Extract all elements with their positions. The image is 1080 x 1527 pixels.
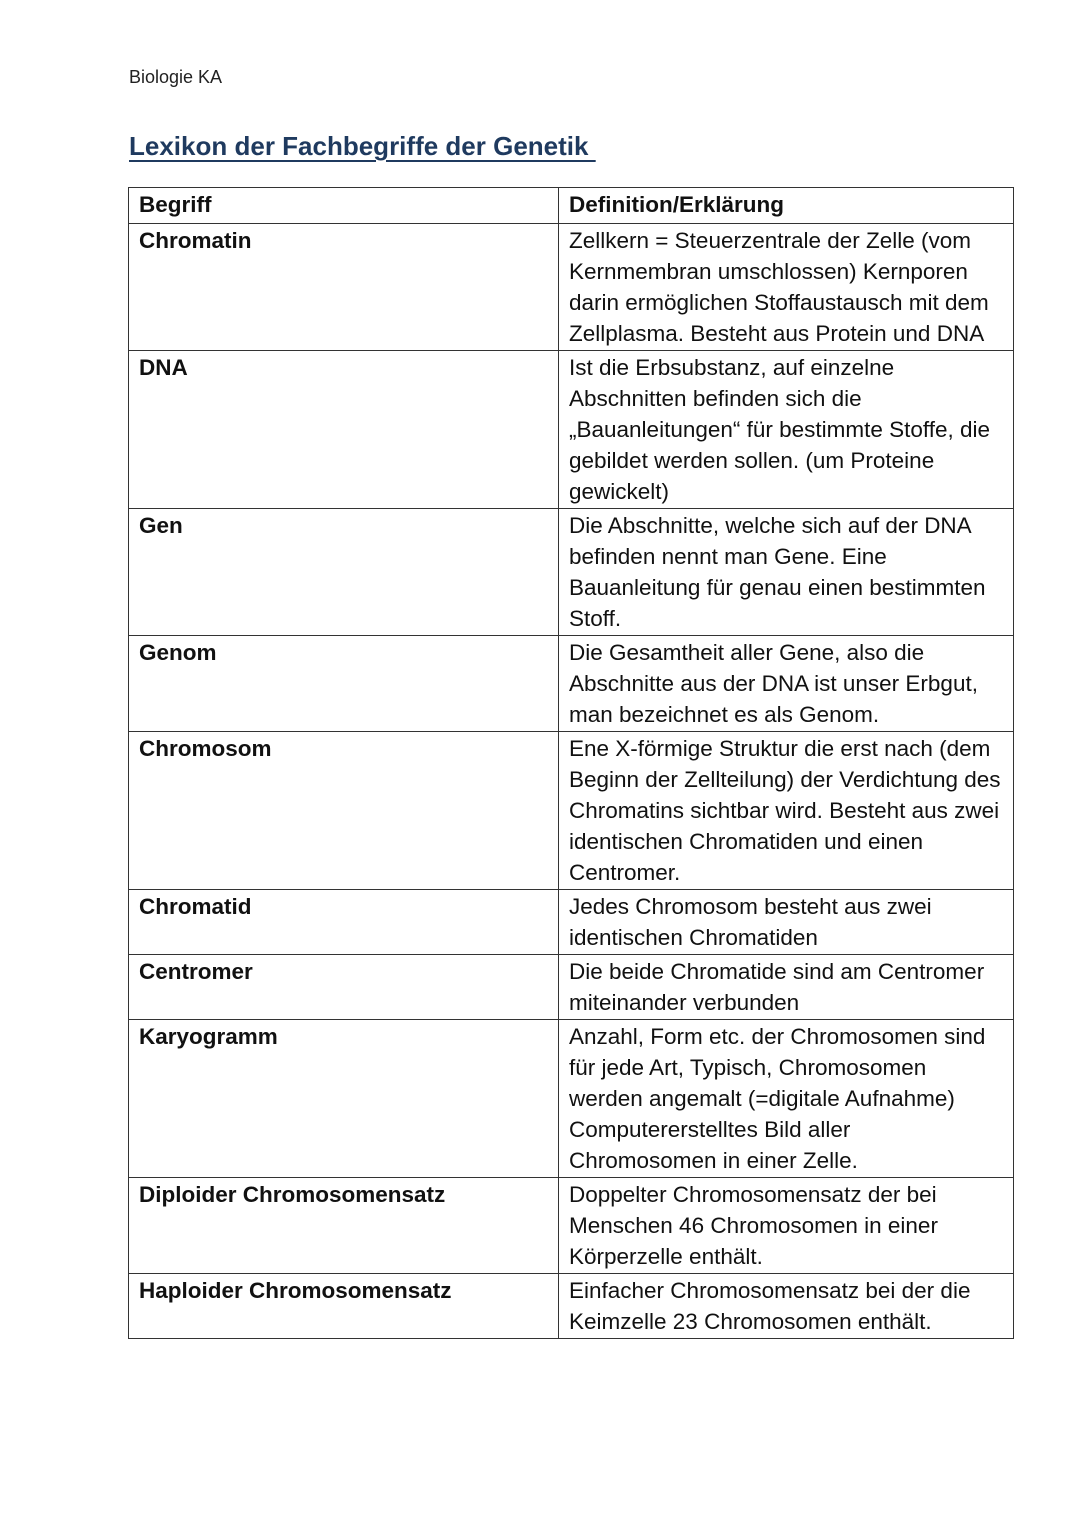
term-cell: Haploider Chromosomensatz: [129, 1274, 559, 1339]
table-row: [129, 955, 1014, 1020]
table-row: [129, 224, 1014, 351]
term-cell: Chromatin: [129, 224, 559, 351]
term-cell: Gen: [129, 509, 559, 636]
table-header-row: [129, 188, 1014, 224]
lexicon-table: [128, 187, 1014, 1339]
column-header-term: Begriff: [129, 188, 559, 224]
definition-cell: Zellkern = Steuerzentrale der Zelle (vom Kernmembran umschlossen) Kernporen darin ermöglichen Stoffaustausch mit dem Zellplasma. Besteht aus Protein und DNA: [559, 224, 1014, 351]
definition-cell: Anzahl, Form etc. der Chromosomen sind für jede Art, Typisch, Chromosomen werden angemalt (=digitale Aufnahme) Computererstelltes Bild aller Chromosomen in einer Zelle.: [559, 1020, 1014, 1178]
term-cell: DNA: [129, 351, 559, 509]
table-row: [129, 1178, 1014, 1274]
table-row: [129, 1020, 1014, 1178]
table-row: [129, 890, 1014, 955]
header-note: Biologie KA: [129, 67, 223, 87]
table-row: [129, 509, 1014, 636]
term-cell: Genom: [129, 636, 559, 732]
definition-cell: Einfacher Chromosomensatz bei der die Keimzelle 23 Chromosomen enthält.: [559, 1274, 1014, 1339]
definition-cell: Ist die Erbsubstanz, auf einzelne Abschnitten befinden sich die „Bauanleitungen“ für bestimmte Stoffe, die gebildet werden sollen. (um Proteine gewickelt): [559, 351, 1014, 509]
table-row: [129, 351, 1014, 509]
definition-cell: Die Abschnitte, welche sich auf der DNA befinden nennt man Gene. Eine Bauanleitung für genau einen bestimmten Stoff.: [559, 509, 1014, 636]
term-cell: Karyogramm: [129, 1020, 559, 1178]
definition-cell: Ene X-förmige Struktur die erst nach (dem Beginn der Zellteilung) der Verdichtung des Chromatins sichtbar wird. Besteht aus zwei identischen Chromatiden und einen Centromer.: [559, 732, 1014, 890]
term-cell: Centromer: [129, 955, 559, 1020]
definition-cell: Jedes Chromosom besteht aus zwei identischen Chromatiden: [559, 890, 1014, 955]
table-row: [129, 1274, 1014, 1339]
term-cell: Diploider Chromosomensatz: [129, 1178, 559, 1274]
term-cell: Chromosom: [129, 732, 559, 890]
term-cell: Chromatid: [129, 890, 559, 955]
definition-cell: Doppelter Chromosomensatz der bei Menschen 46 Chromosomen in einer Körperzelle enthält.: [559, 1178, 1014, 1274]
table-row: [129, 732, 1014, 890]
table-row: [129, 636, 1014, 732]
definition-cell: Die Gesamtheit aller Gene, also die Abschnitte aus der DNA ist unser Erbgut, man bezeichnet es als Genom.: [559, 636, 1014, 732]
definition-cell: Die beide Chromatide sind am Centromer miteinander verbunden: [559, 955, 1014, 1020]
column-header-definition: Definition/Erklärung: [559, 188, 1014, 224]
document-title: Lexikon der Fachbegriffe der Genetik: [129, 131, 596, 161]
